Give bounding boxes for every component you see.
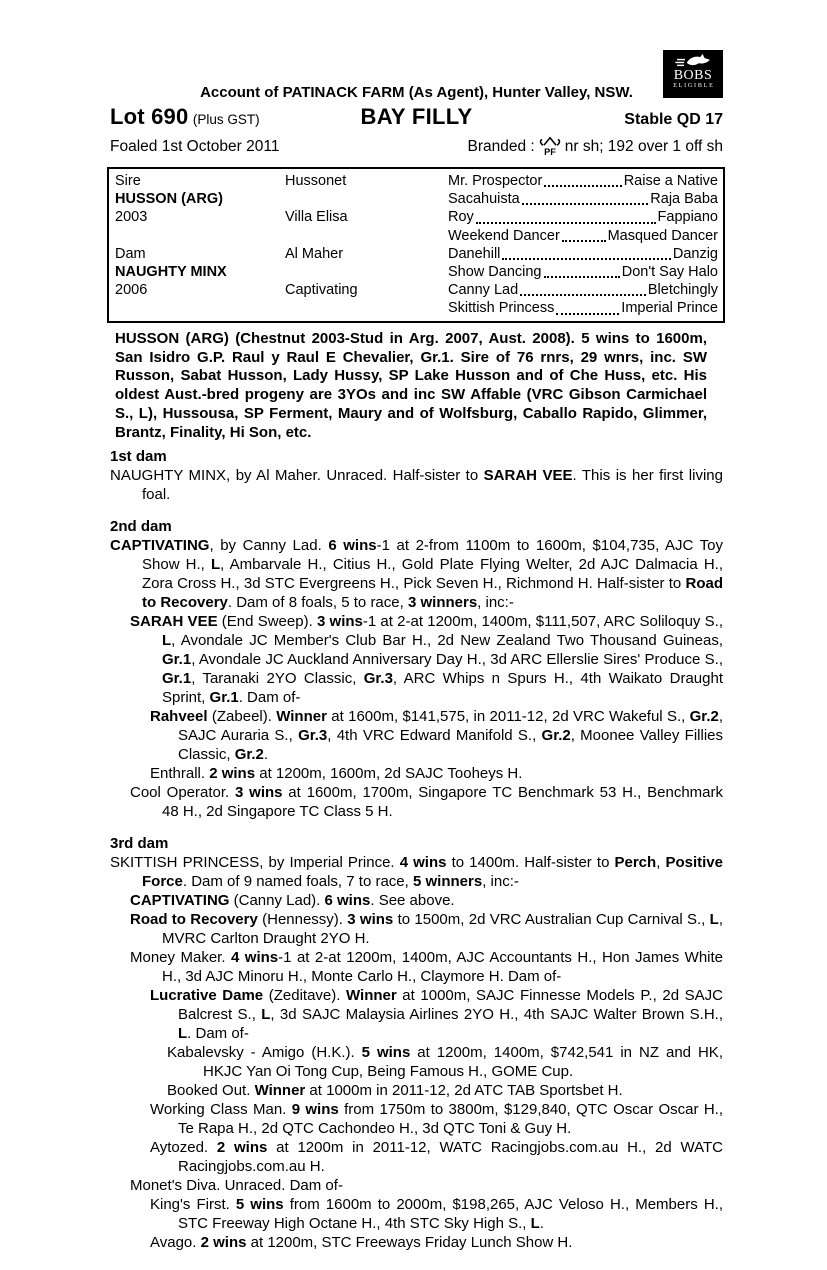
- branded-info: [468, 135, 723, 158]
- pedigree-table: [107, 167, 725, 323]
- pedigree-grandparent-cell: [448, 190, 724, 208]
- pedigree-entry: Avago. 2 wins at 1200m, STC Freeways Friday Lunch Show H.: [150, 1234, 573, 1252]
- pedigree-entry: SKITTISH PRINCESS, by Imperial Prince. 4 wins to 1400m. Half-sister to Perch, Positive Force. Dam of 9 named foals, 7 to race, 5 winners, inc:-: [110, 854, 723, 891]
- pedigree-generation-cell: [108, 299, 285, 321]
- pedigree-parent-cell: Hussonet: [285, 173, 347, 189]
- dot-leader: [544, 276, 620, 278]
- pedigree-grandparent-cell: [448, 208, 724, 226]
- pedigree-grandparent-pair: [448, 172, 723, 190]
- pedigree-entry: SARAH VEE (End Sweep). 3 wins-1 at 2-at 1200m, 1400m, $111,507, ARC Soliloquy S., L, Avondale JC Member's Club Bar H., 2d New Zealand Two Thousand Guineas, Gr.1, Avondale JC Auckland Anniversary Day H., 3d ARC Ellerslie Sires' Produce S., Gr.1, Taranaki 2YO Classic, Gr.3, ARC Whips n Spurs H., 4th Waikato Draught Sprint, Gr.1. Dam of-: [130, 613, 723, 707]
- granddam-name: Raja Baba: [650, 191, 718, 208]
- pedigree-generation-cell: [108, 227, 285, 245]
- catalogue-content: [110, 0, 723, 1252]
- pedigree-row: [108, 190, 724, 208]
- foaled-row: [110, 135, 723, 158]
- dam-section-heading: 2nd dam: [110, 518, 172, 536]
- granddam-name: Don't Say Halo: [621, 264, 718, 281]
- pedigree-grandparent-cell: [448, 168, 724, 190]
- granddam-name: Danzig: [672, 245, 718, 262]
- pedigree-row: [108, 227, 724, 245]
- grandsire-name: Mr. Prospector: [448, 173, 543, 189]
- brand-mark-icon: [538, 135, 562, 158]
- granddam-name: Raise a Native: [623, 173, 718, 189]
- pedigree-entry: Kabalevsky - Amigo (H.K.). 5 wins at 1200m, 1400m, $742,541 in NZ and HK, HKJC Yan Oi Tong Cup, Being Famous H., GOME Cup.: [167, 1044, 723, 1081]
- pedigree-row: [108, 263, 724, 281]
- pedigree-grandparent-cell: [448, 263, 724, 281]
- grandsire-name: Weekend Dancer: [448, 227, 560, 244]
- dot-leader: [562, 240, 606, 242]
- bobs-logo-subtitle: ELIGIBLE: [673, 83, 715, 89]
- pedigree-parent-cell: Villa Elisa: [285, 209, 348, 226]
- pedigree-entry: Monet's Diva. Unraced. Dam of-: [130, 1177, 343, 1195]
- pedigree-grandparent-cell: [448, 281, 724, 299]
- pedigree-parent-cell: [285, 299, 448, 321]
- plus-gst-label: (Plus GST): [192, 112, 260, 127]
- pedigree-generation-cell: Dam: [115, 245, 146, 262]
- dam-section-heading: 1st dam: [110, 448, 167, 466]
- pedigree-grandparent-cell: [448, 227, 724, 245]
- pedigree-entry: Enthrall. 2 wins at 1200m, 1600m, 2d SAJC Tooheys H.: [150, 765, 523, 783]
- pedigree-row: [108, 208, 724, 226]
- grandsire-name: Skittish Princess: [448, 300, 555, 317]
- pedigree-entry: Money Maker. 4 wins-1 at 2-at 1200m, 1400m, AJC Accountants H., Hon James White H., 3d AJC Minoru H., Monte Carlo H., Claymore H. Dam of-: [130, 949, 724, 986]
- pedigree-generation-cell: 2006: [115, 282, 148, 299]
- granddam-name: Imperial Prince: [621, 300, 718, 317]
- pedigree-entry: Lucrative Dame (Zeditave). Winner at 1000m, SAJC Finnesse Models P., 2d SAJC Balcrest S., L, 3d SAJC Malaysia Airlines 2YO H., 4th SAJC Walter Brown S.H., L. Dam of-: [150, 987, 724, 1043]
- granddam-name: Fappiano: [657, 209, 718, 226]
- dam-section-heading: 3rd dam: [110, 835, 169, 853]
- grandsire-name: Danehill: [448, 245, 501, 262]
- pedigree-table-body: [108, 168, 724, 322]
- bobs-logo-title: BOBS: [673, 68, 713, 83]
- pedigree-row: [108, 245, 724, 263]
- pedigree-generation-cell: Sire: [115, 173, 141, 189]
- pedigree-parent-cell: [285, 227, 448, 245]
- foaled-date: Foaled 1st October 2011: [110, 137, 280, 155]
- grandsire-name: Show Dancing: [448, 264, 542, 281]
- pedigree-parent-cell: [285, 263, 448, 281]
- pedigree-entry: Working Class Man. 9 wins from 1750m to 3800m, $129,840, QTC Oscar Oscar H., Te Rapa H., 2d QTC Cachondeo H., 3d QTC Toni & Guy H.: [150, 1101, 723, 1138]
- pedigree-parent-cell: [285, 190, 448, 208]
- dot-leader: [522, 203, 649, 205]
- pedigree-generation-cell: NAUGHTY MINX: [115, 264, 227, 281]
- pedigree-entry: Booked Out. Winner at 1000m in 2011-12, 2d ATC TAB Sportsbet H.: [167, 1082, 623, 1100]
- pedigree-entry: NAUGHTY MINX, by Al Maher. Unraced. Half-sister to SARAH VEE. This is her first living foal.: [110, 467, 723, 504]
- sire-summary: HUSSON (ARG) (Chestnut 2003-Stud in Arg. 2007, Aust. 2008). 5 wins to 1600m, San Isidro G.P. Raul y Raul E Chevalier, Gr.1. Sire of 76 rnrs, 29 wnrs, inc. SW Russon, Sabat Husson, Lady Hussy, SP Lake Husson and of Che Huss, etc. His oldest Aust.-bred progeny are 3YOs and inc SW Affable (VRC Gibson Carmichael S., L), Hussousa, SP Ferment, Maury and of Wolfsburg, Caballo Rapido, Glimmer, Brantz, Finality, Hi Son, etc.: [115, 329, 707, 442]
- granddam-name: Bletchingly: [647, 282, 718, 299]
- dot-leader: [544, 185, 621, 187]
- grandsire-name: Canny Lad: [448, 282, 519, 299]
- pedigree-row: [108, 299, 724, 321]
- branded-label: Branded :: [467, 137, 535, 155]
- pedigree-entry: Cool Operator. 3 wins at 1600m, 1700m, Singapore TC Benchmark 53 H., Benchmark 48 H., 2d Singapore TC Class 5 H.: [130, 784, 724, 821]
- lot-number: Lot 690: [110, 104, 189, 129]
- pedigree-grandparent-pair: [448, 190, 723, 208]
- grandsire-name: Sacahuista: [448, 191, 520, 208]
- pedigree-entry: Rahveel (Zabeel). Winner at 1600m, $141,575, in 2011-12, 2d VRC Wakeful S., Gr.2, SAJC Auraria S., Gr.3, 4th VRC Edward Manifold S., Gr.2, Moonee Valley Fillies Classic, Gr.2.: [150, 708, 724, 764]
- dam-section: [110, 517, 723, 821]
- account-line: Account of PATINACK FARM (As Agent), Hunter Valley, NSW.: [200, 84, 633, 101]
- dot-leader: [476, 222, 656, 224]
- pedigree-grandparent-cell: [448, 245, 724, 263]
- dam-sections: [110, 447, 723, 1252]
- pedigree-parent-cell: Captivating: [285, 282, 358, 299]
- stable-number: Stable QD 17: [624, 111, 723, 128]
- pedigree-grandparent-cell: [448, 299, 724, 321]
- pedigree-grandparent-pair: [448, 299, 723, 317]
- pedigree-row: [108, 168, 724, 190]
- pedigree-grandparent-pair: [448, 208, 723, 226]
- pedigree-grandparent-pair: [448, 263, 723, 281]
- pedigree-entry: CAPTIVATING (Canny Lad). 6 wins. See above.: [130, 892, 455, 910]
- pedigree-entry: Road to Recovery (Hennessy). 3 wins to 1500m, 2d VRC Australian Cup Carnival S., L, MVRC Carlton Draught 2YO H.: [130, 911, 723, 948]
- pedigree-row: [108, 281, 724, 299]
- dot-leader: [520, 294, 646, 296]
- dot-leader: [556, 313, 619, 315]
- granddam-name: Masqued Dancer: [607, 227, 718, 244]
- pedigree-entry: King's First. 5 wins from 1600m to 2000m, $198,265, AJC Veloso H., Members H., STC Freeway High Octane H., 4th STC Sky High S., L.: [150, 1196, 723, 1233]
- horse-description: BAY FILLY: [360, 104, 473, 129]
- grandsire-name: Roy: [448, 209, 474, 226]
- pedigree-grandparent-pair: [448, 227, 723, 245]
- lot-number-group: [110, 104, 361, 130]
- dam-section: [110, 447, 723, 504]
- pedigree-grandparent-pair: [448, 281, 723, 299]
- pedigree-entry: CAPTIVATING, by Canny Lad. 6 wins-1 at 2-from 1100m to 1600m, $104,735, AJC Toy Show H., L, Ambarvale H., Citius H., Gold Plate Flying Welter, 2d AJC Dalmacia H., Zora Cross H., 3d STC Evergreens H., Pick Seven H., Richmond H. Half-sister to Road to Recovery. Dam of 8 foals, 5 to race, 3 winners, inc:-: [110, 537, 724, 612]
- branded-detail: nr sh; 192 over 1 off sh: [564, 137, 723, 155]
- dot-leader: [502, 258, 670, 260]
- dam-section: [110, 834, 723, 1252]
- pedigree-parent-cell: Al Maher: [285, 245, 344, 262]
- svg-text:PF: PF: [543, 147, 556, 158]
- pedigree-entry: Aytozed. 2 wins at 1200m in 2011-12, WATC Racingjobs.com.au H., 2d WATC Racingjobs.com.au H.: [150, 1139, 724, 1176]
- pedigree-generation-cell: HUSSON (ARG): [115, 191, 223, 208]
- lot-row: [110, 104, 723, 130]
- pedigree-generation-cell: 2003: [115, 209, 148, 226]
- pedigree-grandparent-pair: [448, 245, 723, 263]
